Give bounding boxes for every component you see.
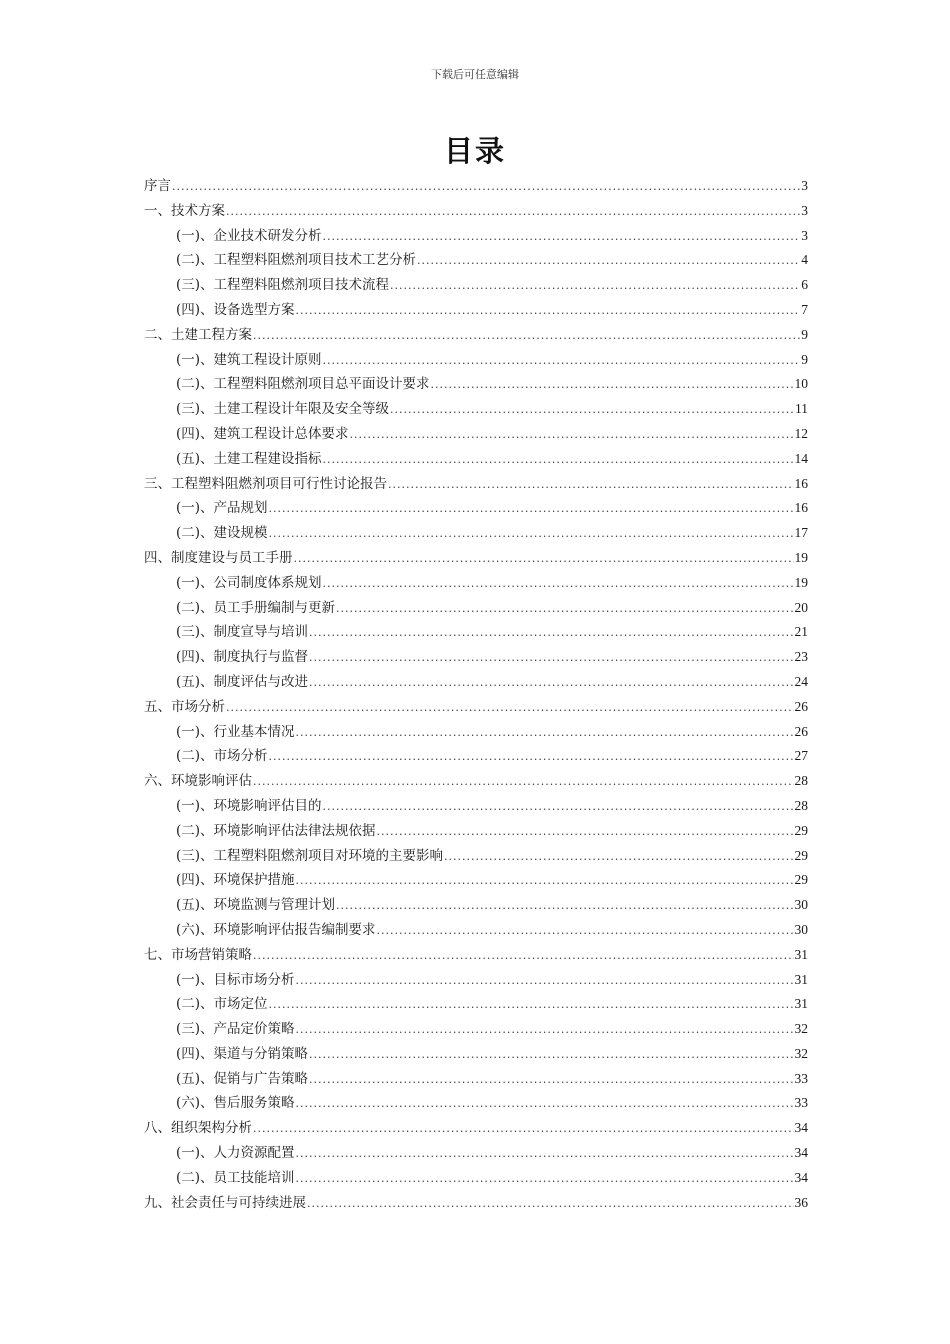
toc-section-entry[interactable] bbox=[144, 447, 808, 472]
toc-entry-title: (一)、目标市场分析 bbox=[176, 971, 295, 988]
toc-dot-leader bbox=[323, 349, 801, 374]
toc-entry-title: (二)、员工技能培训 bbox=[176, 1169, 295, 1186]
toc-entry-title: (三)、土建工程设计年限及安全等级 bbox=[176, 401, 390, 418]
toc-entry-title: (四)、渠道与分销策略 bbox=[176, 1045, 309, 1062]
toc-entry-page-number: 3 bbox=[801, 178, 808, 193]
toc-entry-page-number: 12 bbox=[794, 425, 808, 441]
toc-chapter-entry[interactable] bbox=[144, 1191, 808, 1216]
header-note: 下载后可任意编辑 bbox=[431, 68, 519, 81]
toc-entry-page-number: 30 bbox=[794, 897, 808, 913]
toc-dot-leader bbox=[296, 721, 794, 746]
toc-dot-leader bbox=[269, 522, 794, 547]
toc-entry-page-number: 23 bbox=[794, 649, 808, 665]
toc-entry-page-number: 16 bbox=[794, 475, 808, 491]
toc-entry-page-number: 29 bbox=[794, 822, 808, 838]
toc-dot-leader bbox=[377, 820, 794, 845]
toc-entry-title: (四)、环境保护措施 bbox=[176, 872, 295, 889]
toc-entry-title: (一)、人力资源配置 bbox=[176, 1145, 295, 1162]
toc-dot-leader bbox=[226, 696, 794, 721]
toc-dot-leader bbox=[309, 621, 793, 646]
toc-section-entry[interactable] bbox=[144, 992, 808, 1017]
toc-entry-page-number: 19 bbox=[794, 574, 808, 590]
toc-section-entry[interactable] bbox=[144, 298, 808, 323]
toc-dot-leader bbox=[296, 969, 794, 994]
toc-entry-page-number: 28 bbox=[794, 773, 808, 789]
toc-dot-leader bbox=[296, 869, 794, 894]
toc-section-entry[interactable] bbox=[144, 968, 808, 993]
toc-section-entry[interactable] bbox=[144, 1067, 808, 1092]
toc-entry-page-number: 11 bbox=[795, 401, 808, 417]
toc-entry-title: (一)、建筑工程设计原则 bbox=[176, 351, 322, 368]
toc-section-entry[interactable] bbox=[144, 372, 808, 397]
toc-entry-page-number: 16 bbox=[794, 500, 808, 516]
toc-dot-leader bbox=[269, 497, 794, 522]
toc-entry-title: (五)、土建工程建设指标 bbox=[176, 450, 322, 467]
toc-entry-title: (一)、产品规划 bbox=[176, 500, 268, 517]
toc-dot-leader bbox=[336, 597, 793, 622]
toc-dot-leader bbox=[350, 423, 794, 448]
toc-section-entry[interactable] bbox=[144, 794, 808, 819]
toc-entry-title: (一)、企业技术研发分析 bbox=[176, 227, 322, 244]
toc-section-entry[interactable] bbox=[144, 422, 808, 447]
toc-section-entry[interactable] bbox=[144, 521, 808, 546]
toc-section-entry[interactable] bbox=[144, 1042, 808, 1067]
toc-entry-page-number: 33 bbox=[794, 1095, 808, 1111]
toc-dot-leader bbox=[253, 1117, 794, 1142]
toc-section-entry[interactable] bbox=[144, 224, 808, 249]
toc-dot-leader bbox=[323, 448, 794, 473]
toc-dot-leader bbox=[417, 249, 800, 274]
toc-dot-leader bbox=[388, 473, 794, 498]
toc-chapter-entry[interactable] bbox=[144, 199, 808, 224]
toc-entry-page-number: 3 bbox=[801, 202, 808, 218]
toc-section-entry[interactable] bbox=[144, 918, 808, 943]
toc-dot-leader bbox=[336, 894, 793, 919]
toc-entry-title: 九、社会责任与可持续进展 bbox=[144, 1194, 306, 1211]
toc-entry-page-number: 20 bbox=[794, 599, 808, 615]
toc-entry-title: 三、工程塑料阻燃剂项目可行性讨论报告 bbox=[144, 475, 387, 492]
toc-entry-title: (二)、环境影响评估法律法规依据 bbox=[176, 822, 376, 839]
toc-dot-leader bbox=[309, 1043, 793, 1068]
toc-entry-page-number: 26 bbox=[794, 698, 808, 714]
toc-dot-leader bbox=[253, 324, 800, 349]
toc-entry-title: (二)、市场定位 bbox=[176, 996, 268, 1013]
toc-section-entry[interactable] bbox=[144, 819, 808, 844]
toc-section-entry[interactable] bbox=[144, 273, 808, 298]
toc-entry-page-number: 26 bbox=[794, 723, 808, 739]
toc-dot-leader bbox=[323, 572, 794, 597]
toc-entry-title: (一)、环境影响评估目的 bbox=[176, 797, 322, 814]
toc-section-entry[interactable] bbox=[144, 844, 808, 869]
toc-entry-page-number: 30 bbox=[794, 921, 808, 937]
toc-chapter-entry[interactable] bbox=[144, 174, 808, 199]
toc-chapter-entry[interactable] bbox=[144, 943, 808, 968]
toc-entry-title: (一)、公司制度体系规划 bbox=[176, 574, 322, 591]
toc-entry-page-number: 6 bbox=[801, 277, 808, 293]
toc-section-entry[interactable] bbox=[144, 571, 808, 596]
toc-entry-title: (五)、环境监测与管理计划 bbox=[176, 897, 336, 914]
toc-entry-title: 一、技术方案 bbox=[144, 202, 225, 219]
toc-entry-title: (二)、建设规模 bbox=[176, 525, 268, 542]
toc-section-entry[interactable] bbox=[144, 620, 808, 645]
toc-entry-title: (六)、环境影响评估报告编制要求 bbox=[176, 921, 376, 938]
toc-dot-leader bbox=[296, 1142, 794, 1167]
toc-dot-leader bbox=[309, 671, 793, 696]
toc-entry-page-number: 3 bbox=[801, 227, 808, 243]
toc-dot-leader bbox=[226, 200, 800, 225]
toc-dot-leader bbox=[172, 175, 800, 200]
toc-entry-page-number: 34 bbox=[794, 1120, 808, 1136]
toc-dot-leader bbox=[253, 770, 794, 795]
toc-section-entry[interactable] bbox=[144, 1166, 808, 1191]
toc-chapter-entry[interactable] bbox=[144, 472, 808, 497]
toc-entry-title: (三)、产品定价策略 bbox=[176, 1021, 295, 1038]
toc-entry-title: 八、组织架构分析 bbox=[144, 1120, 252, 1137]
toc-chapter-entry[interactable] bbox=[144, 1116, 808, 1141]
toc-entry-title: (二)、市场分析 bbox=[176, 748, 268, 765]
toc-section-entry[interactable] bbox=[144, 720, 808, 745]
toc-section-entry[interactable] bbox=[144, 893, 808, 918]
toc-entry-page-number: 14 bbox=[794, 450, 808, 466]
toc-dot-leader bbox=[269, 993, 794, 1018]
toc-entry-page-number: 17 bbox=[794, 525, 808, 541]
toc-dot-leader bbox=[377, 919, 794, 944]
toc-entry-title: 五、市场分析 bbox=[144, 698, 225, 715]
toc-entry-page-number: 7 bbox=[801, 301, 808, 317]
toc-entry-title: 七、市场营销策略 bbox=[144, 946, 252, 963]
toc-section-entry[interactable] bbox=[144, 868, 808, 893]
toc-entry-page-number: 4 bbox=[801, 252, 808, 268]
toc-entry-title: (四)、建筑工程设计总体要求 bbox=[176, 425, 349, 442]
toc-entry-page-number: 33 bbox=[794, 1070, 808, 1086]
toc-section-entry[interactable] bbox=[144, 397, 808, 422]
toc-entry-title: (四)、制度执行与监督 bbox=[176, 649, 309, 666]
toc-section-entry[interactable] bbox=[144, 348, 808, 373]
toc-section-entry[interactable] bbox=[144, 1091, 808, 1116]
toc-title: 目录 bbox=[443, 134, 506, 168]
toc-dot-leader bbox=[431, 373, 794, 398]
toc-section-entry[interactable] bbox=[144, 670, 808, 695]
toc-entry-title: (五)、促销与广告策略 bbox=[176, 1070, 309, 1087]
toc-entry-title: (一)、行业基本情况 bbox=[176, 723, 295, 740]
toc-entry-page-number: 24 bbox=[794, 673, 808, 689]
toc-entry-title: (六)、售后服务策略 bbox=[176, 1095, 295, 1112]
toc-dot-leader bbox=[296, 299, 801, 324]
toc-entry-title: (二)、工程塑料阻燃剂项目总平面设计要求 bbox=[176, 376, 430, 393]
toc-entry-page-number: 10 bbox=[794, 376, 808, 392]
toc-dot-leader bbox=[296, 1092, 794, 1117]
toc-entry-page-number: 29 bbox=[794, 872, 808, 888]
toc-chapter-entry[interactable] bbox=[144, 323, 808, 348]
toc-entry-page-number: 32 bbox=[794, 1045, 808, 1061]
toc-dot-leader bbox=[296, 1167, 794, 1192]
toc-entry-page-number: 9 bbox=[801, 351, 808, 367]
toc-section-entry[interactable] bbox=[144, 496, 808, 521]
toc-entry-page-number: 34 bbox=[794, 1145, 808, 1161]
toc-dot-leader bbox=[269, 745, 794, 770]
toc-section-entry[interactable] bbox=[144, 744, 808, 769]
toc-entry-page-number: 28 bbox=[794, 797, 808, 813]
toc-section-entry[interactable] bbox=[144, 1017, 808, 1042]
toc-entry-title: (三)、制度宣导与培训 bbox=[176, 624, 309, 641]
toc-dot-leader bbox=[294, 547, 794, 572]
toc-dot-leader bbox=[390, 398, 794, 423]
toc-entry-title: 四、制度建设与员工手册 bbox=[144, 549, 293, 566]
toc-entry-title: (三)、工程塑料阻燃剂项目对环境的主要影响 bbox=[176, 847, 444, 864]
toc-entry-page-number: 19 bbox=[794, 549, 808, 565]
toc-dot-leader bbox=[253, 944, 794, 969]
toc-entry-page-number: 27 bbox=[794, 748, 808, 764]
toc-section-entry[interactable] bbox=[144, 248, 808, 273]
toc-dot-leader bbox=[390, 274, 800, 299]
toc-dot-leader bbox=[323, 225, 801, 250]
toc-entry-title: (四)、设备选型方案 bbox=[176, 301, 295, 318]
toc-entry-title: 二、土建工程方案 bbox=[144, 326, 252, 343]
toc-chapter-entry[interactable] bbox=[144, 695, 808, 720]
toc-dot-leader bbox=[309, 1068, 793, 1093]
toc-entry-title: (二)、工程塑料阻燃剂项目技术工艺分析 bbox=[176, 252, 417, 269]
toc-dot-leader bbox=[323, 795, 794, 820]
toc-entry-title: (三)、工程塑料阻燃剂项目技术流程 bbox=[176, 277, 390, 294]
toc-entry-page-number: 21 bbox=[794, 624, 808, 640]
toc-section-entry[interactable] bbox=[144, 596, 808, 621]
toc-dot-leader bbox=[444, 845, 793, 870]
toc-entry-page-number: 31 bbox=[794, 996, 808, 1012]
toc-entry-title: (二)、员工手册编制与更新 bbox=[176, 599, 336, 616]
toc-entry-page-number: 31 bbox=[794, 946, 808, 962]
toc-section-entry[interactable] bbox=[144, 1141, 808, 1166]
toc-dot-leader bbox=[309, 646, 793, 671]
toc-chapter-entry[interactable] bbox=[144, 769, 808, 794]
toc-entry-title: (五)、制度评估与改进 bbox=[176, 673, 309, 690]
toc-entry-page-number: 29 bbox=[794, 847, 808, 863]
toc-entry-page-number: 32 bbox=[794, 1021, 808, 1037]
toc-entry-title: 六、环境影响评估 bbox=[144, 773, 252, 790]
toc-section-entry[interactable] bbox=[144, 645, 808, 670]
toc-entry-title: 序言 bbox=[144, 178, 171, 194]
toc-entry-page-number: 36 bbox=[794, 1194, 808, 1210]
toc-dot-leader bbox=[296, 1018, 794, 1043]
toc-entry-page-number: 34 bbox=[794, 1169, 808, 1185]
toc-chapter-entry[interactable] bbox=[144, 546, 808, 571]
table-of-contents bbox=[144, 174, 808, 1215]
toc-dot-leader bbox=[307, 1192, 794, 1217]
toc-entry-page-number: 31 bbox=[794, 971, 808, 987]
toc-entry-page-number: 9 bbox=[801, 326, 808, 342]
